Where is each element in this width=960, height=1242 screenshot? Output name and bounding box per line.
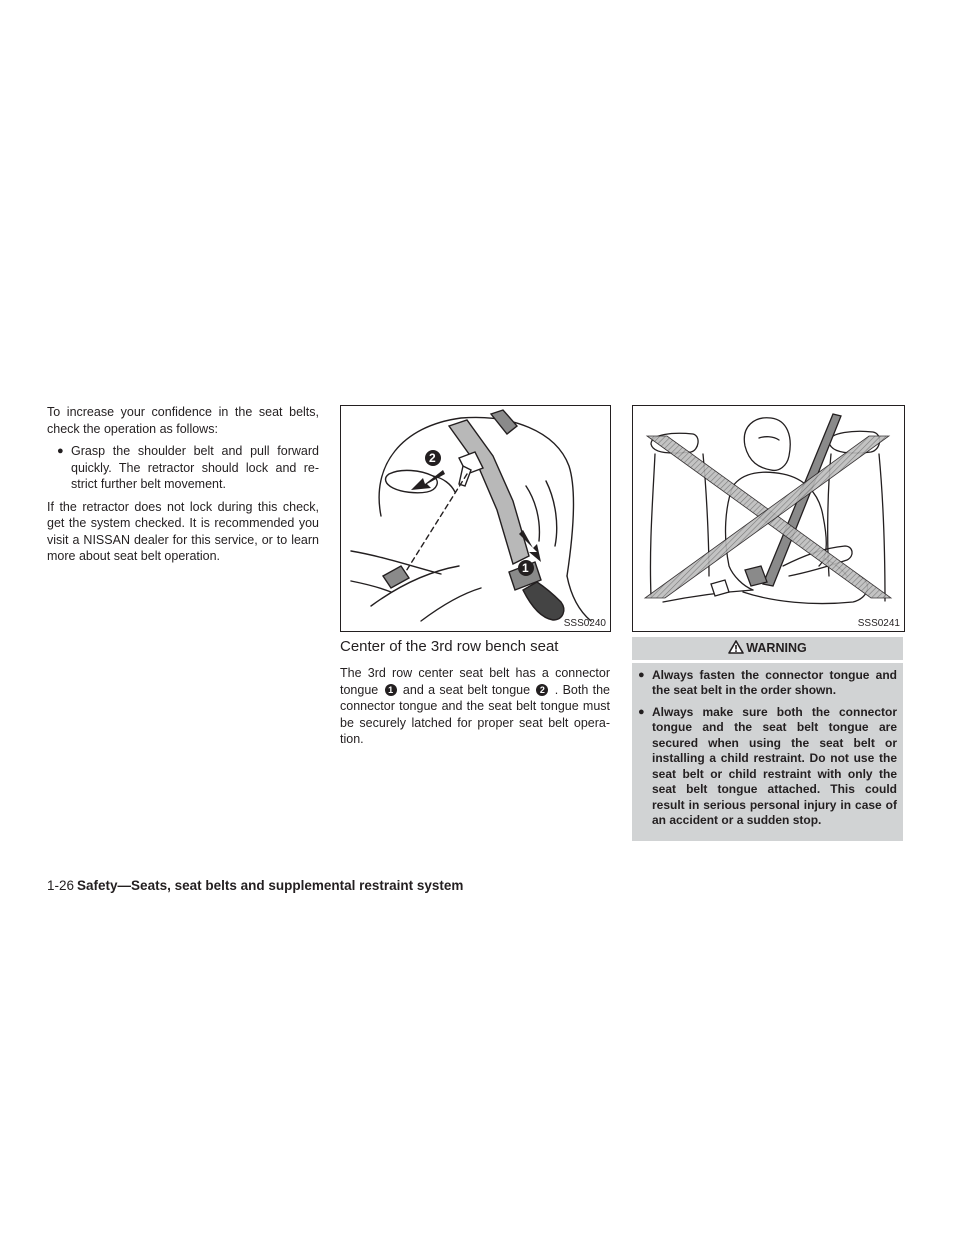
callout-number-2: 2 [536,684,548,696]
section-text-c: . Both the connector tongue and the seat belt tongue must be securely latched for proper seat belt opera- tion. [340,682,610,746]
warning-triangle-icon [728,640,744,654]
chapter-title: Safety—Seats, seat belts and supplemental restraint system [77,878,464,893]
section-text-b: and a seat belt tongue [402,682,531,697]
middle-column [340,638,610,748]
bullet-text: Grasp the shoulder belt and pull forward quickly. The retractor should lock and re- strict further belt movement. [71,444,319,491]
callout-2: 2 [429,451,436,465]
figure-connector-tongue [340,405,611,632]
section-heading: Center of the 3rd row bench seat [340,638,559,655]
page-number: 1-26 [47,878,75,893]
section-text-a: The 3rd row center seat belt has a connector tongue [340,666,610,697]
intro-paragraph: To increase your confidence in the seat belts, check the operation as follows: [47,405,319,436]
callout-number-1: 1 [385,684,397,696]
warning-item [638,668,897,699]
figure-incorrect-usage [632,405,905,632]
warning-box [632,637,903,841]
warning-header [632,637,903,663]
page-footer [47,878,463,893]
seat-belt-illustration [341,406,610,631]
figure-id-1: SSS0240 [563,618,606,629]
warning-item-text: Always fasten the connector tongue and the seat belt in the order shown. [652,667,897,697]
bullet-dot-icon: ● [638,668,645,681]
crossed-out-illustration [633,406,904,631]
retractor-paragraph: If the retractor does not lock during this check, get the system checked. It is recommended you visit a NISSAN dealer for this service, or to learn more about seat belt operation. [47,499,319,563]
warning-title: WARNING [746,641,807,655]
warning-body [632,663,903,841]
bullet-dot-icon: ● [57,445,64,457]
section-paragraph [340,665,610,748]
warning-item-text: Always make sure both the connector tongue and the seat belt tongue are secured when using the seat belt or installing a child restraint. Do not use the seat belt or child restraint with only the seat belt tongue attached. This could result in serious personal injury in case of an accident or a sudden stop. [652,704,897,827]
bullet-dot-icon: ● [638,705,645,718]
figure-id-2: SSS0241 [857,618,900,629]
callout-1: 1 [522,561,529,575]
bullet-item [47,443,319,493]
warning-item [638,705,897,829]
left-column [47,404,319,571]
